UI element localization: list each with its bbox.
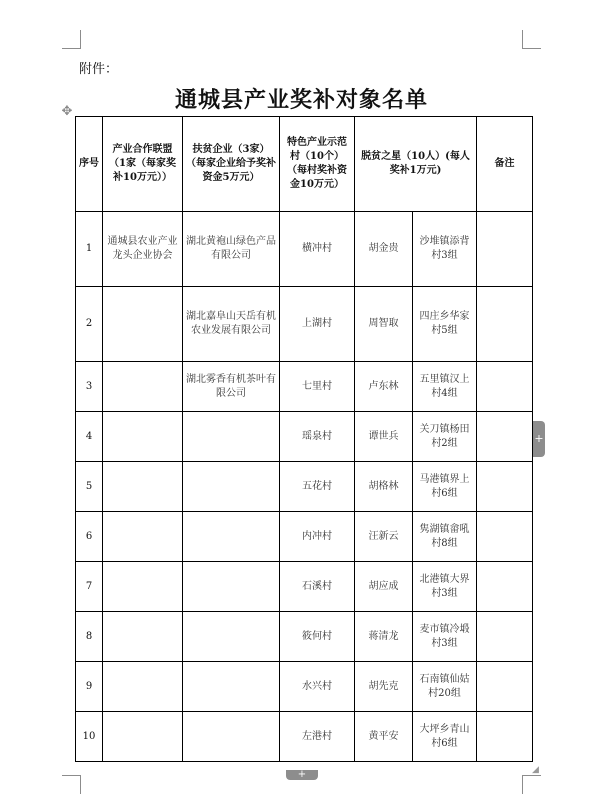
cell-seq: 7 (76, 562, 103, 612)
cell-remark (477, 612, 533, 662)
cell-enterprise: 湖北嘉阜山天岳有机农业发展有限公司 (183, 287, 280, 362)
cell-village: 内冲村 (280, 512, 355, 562)
cell-address: 大坪乡青山村6组 (413, 712, 477, 762)
cell-village: 上湖村 (280, 287, 355, 362)
attachment-label: 附件： (79, 62, 119, 77)
page-corner-bottom-left (62, 775, 81, 794)
cell-enterprise: 湖北雾香有机茶叶有限公司 (183, 362, 280, 412)
header-enterprise: 扶贫企业（3家）（每家企业给予奖补资金5万元） (183, 117, 280, 212)
cell-enterprise (183, 662, 280, 712)
table-resize-handle-icon[interactable]: ◢ (532, 765, 539, 775)
cell-remark (477, 287, 533, 362)
cell-village: 筱何村 (280, 612, 355, 662)
cell-alliance (103, 462, 183, 512)
table-row (76, 287, 533, 362)
cell-address: 关刀镇杨田村2组 (413, 412, 477, 462)
cell-enterprise (183, 462, 280, 512)
cell-seq: 4 (76, 412, 103, 462)
table-row (76, 662, 533, 712)
cell-name: 胡先克 (355, 662, 413, 712)
table-row (76, 362, 533, 412)
cell-alliance (103, 362, 183, 412)
cell-village: 瑶泉村 (280, 412, 355, 462)
cell-remark (477, 212, 533, 287)
cell-remark (477, 412, 533, 462)
cell-seq: 9 (76, 662, 103, 712)
cell-alliance: 通城县农业产业龙头企业协会 (103, 212, 183, 287)
cell-address: 五里镇汉上村4组 (413, 362, 477, 412)
cell-village: 横冲村 (280, 212, 355, 287)
header-village: 特色产业示范村（10个）（每村奖补资金10万元） (280, 117, 355, 212)
cell-enterprise (183, 562, 280, 612)
cell-alliance (103, 512, 183, 562)
bottom-expand-tab[interactable] (286, 770, 318, 780)
cell-address: 沙堆镇添背村3组 (413, 212, 477, 287)
cell-enterprise (183, 512, 280, 562)
cell-name: 蒋清龙 (355, 612, 413, 662)
cell-seq: 10 (76, 712, 103, 762)
table-row (76, 212, 533, 287)
cell-address: 马港镇界上村6组 (413, 462, 477, 512)
cell-remark (477, 562, 533, 612)
cell-name: 胡金贵 (355, 212, 413, 287)
cell-alliance (103, 662, 183, 712)
table-row (76, 562, 533, 612)
header-seq: 序号 (76, 117, 103, 212)
cell-name: 胡格林 (355, 462, 413, 512)
cell-name: 汪新云 (355, 512, 413, 562)
cell-village: 石溪村 (280, 562, 355, 612)
page-corner-top-right (522, 30, 541, 49)
header-alliance: 产业合作联盟（1家（每家奖补10万元）） (103, 117, 183, 212)
cell-alliance (103, 562, 183, 612)
plus-icon: + (534, 432, 544, 445)
cell-village: 水兴村 (280, 662, 355, 712)
cell-remark (477, 662, 533, 712)
cell-address: 四庄乡华家村5组 (413, 287, 477, 362)
side-expand-tab[interactable] (533, 421, 545, 457)
cell-enterprise: 湖北黄袍山绿色产品有限公司 (183, 212, 280, 287)
award-roster-table (75, 116, 533, 762)
cell-remark (477, 712, 533, 762)
cell-name: 黄平安 (355, 712, 413, 762)
cell-enterprise (183, 612, 280, 662)
cell-seq: 8 (76, 612, 103, 662)
cell-seq: 3 (76, 362, 103, 412)
cell-village: 左港村 (280, 712, 355, 762)
plus-icon: + (297, 769, 307, 780)
cell-enterprise (183, 412, 280, 462)
table-row (76, 462, 533, 512)
cell-name: 胡应成 (355, 562, 413, 612)
cell-alliance (103, 712, 183, 762)
cell-address: 隽湖镇畲吼村8组 (413, 512, 477, 562)
header-remark: 备注 (477, 117, 533, 212)
cell-seq: 1 (76, 212, 103, 287)
cell-name: 周智取 (355, 287, 413, 362)
cell-remark (477, 512, 533, 562)
table-row (76, 412, 533, 462)
cell-seq: 5 (76, 462, 103, 512)
table-row (76, 712, 533, 762)
table-row (76, 512, 533, 562)
page-title: 通城县产业奖补对象名单 (174, 87, 428, 113)
cell-name: 卢东林 (355, 362, 413, 412)
cell-seq: 2 (76, 287, 103, 362)
cell-alliance (103, 612, 183, 662)
cell-remark (477, 462, 533, 512)
cell-address: 北港镇大界村3组 (413, 562, 477, 612)
cell-alliance (103, 412, 183, 462)
cell-village: 七里村 (280, 362, 355, 412)
table-row (76, 612, 533, 662)
cell-remark (477, 362, 533, 412)
cell-name: 谭世兵 (355, 412, 413, 462)
header-star: 脱贫之星（10人）(每人奖补1万元) (355, 117, 477, 212)
cell-seq: 6 (76, 512, 103, 562)
page-corner-top-left (62, 30, 81, 49)
table-move-handle-icon[interactable]: ✥ (61, 104, 73, 119)
cell-address: 石南镇仙姑村20组 (413, 662, 477, 712)
cell-alliance (103, 287, 183, 362)
table-header-row (76, 117, 533, 212)
cell-enterprise (183, 712, 280, 762)
cell-address: 麦市镇冷塅村3组 (413, 612, 477, 662)
cell-village: 五花村 (280, 462, 355, 512)
page-corner-bottom-right (522, 775, 541, 794)
